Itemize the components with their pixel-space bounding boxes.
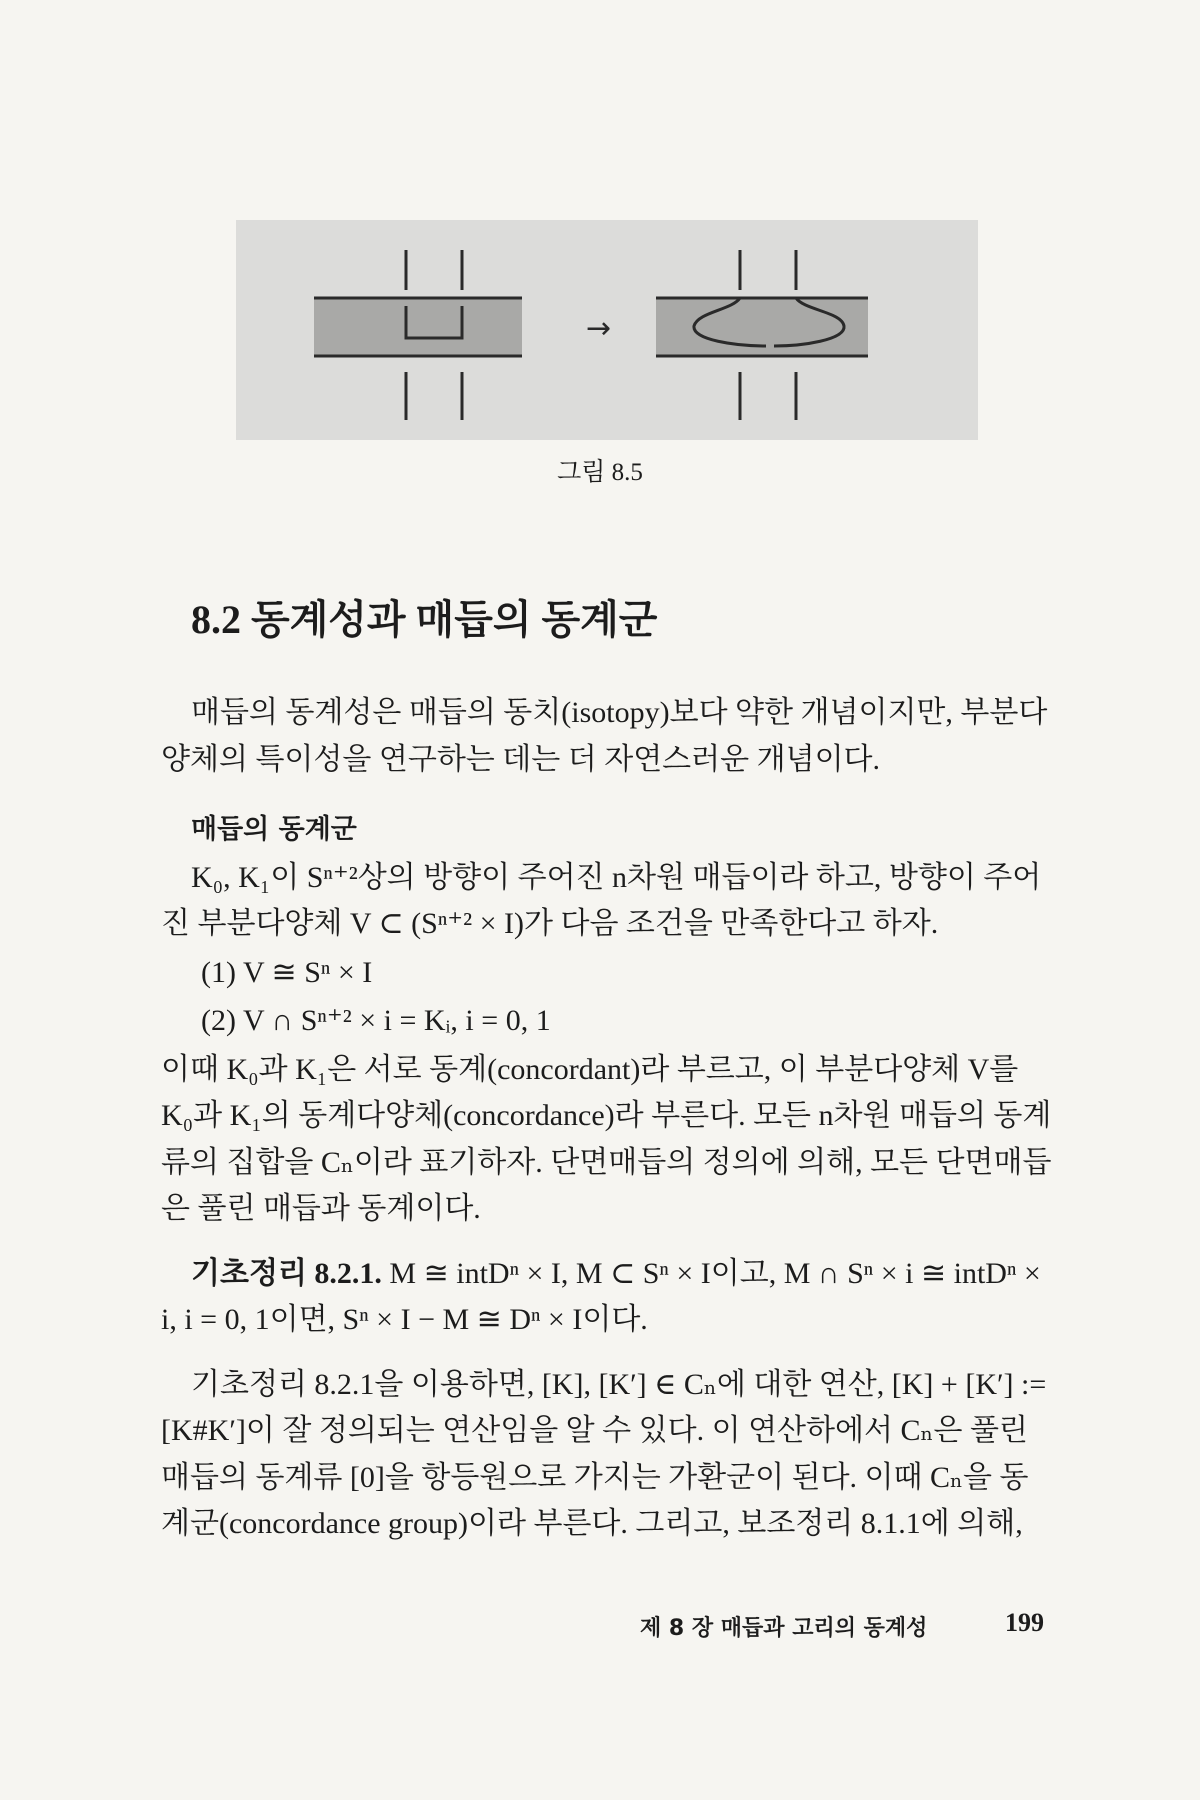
figure-caption: 그림 8.5: [557, 459, 643, 486]
figure-8-5: [236, 220, 978, 440]
concordance-paragraph: 이때 K₀과 K₁은 서로 동계(concordant)라 부르고, 이 부분다양체 V를 K₀과 K₁의 동계다양체(concordance)라 부른다. 모든 n차원 매듭의 동계류의 집합을 Cₙ이라 표기하자. 단면매듭의 정의에 의해, 모든 단면매듭은 풀린 매듭과 동계이다.: [161, 1052, 1052, 1226]
theorem-paragraph: [161, 1251, 1053, 1344]
intro-paragraph: 매듭의 동계성은 매듭의 동치(isotopy)보다 약한 개념이지만, 부분다양체의 특이성을 연구하는 데는 더 자연스러운 개념이다.: [161, 696, 1048, 776]
condition-2: (2) V ∩ Sⁿ⁺² × i = Kᵢ, i = 0, 1: [201, 1004, 551, 1038]
subsection-title: 매듭의 동계군: [191, 814, 357, 845]
section-title: 8.2 동계성과 매듭의 동계군: [191, 597, 658, 642]
transition-arrow: →: [586, 311, 612, 346]
definition-paragraph: K₀, K₁이 Sⁿ⁺²상의 방향이 주어진 n차원 매듭이라 하고, 방향이 주어진 부분다양체 V ⊂ (Sⁿ⁺² × I)가 다음 조건을 만족한다고 하자.: [161, 860, 1042, 941]
theorem-label: 기초정리 8.2.1.: [191, 1256, 382, 1290]
closing-paragraph: 기초정리 8.2.1을 이용하면, [K], [K′] ∈ Cₙ에 대한 연산, [K] + [K′] := [K#K′]이 잘 정의되는 연산임을 알 수 있다. 이 연산하에서 Cₙ은 풀린 매듭의 동계류 [0]을 항등원으로 가지는 가환군이 된다. 이때 Cₙ을 동계군(concordance group)이라 부른다. 그리고, 보조정리 8.1.1에 의해,: [161, 1367, 1047, 1541]
running-footer: 제 8 장 매듭과 고리의 동계성: [640, 1616, 928, 1641]
page-number: 199: [1005, 1608, 1044, 1637]
condition-1: (1) V ≅ Sⁿ × I: [201, 955, 373, 989]
theorem-body: M ≅ intDⁿ × I, M ⊂ Sⁿ × I이고, M ∩ Sⁿ × i ≅ intDⁿ × i, i = 0, 1이면, Sⁿ × I − M ≅ Dⁿ × I이다.: [161, 1256, 1041, 1337]
body-text: [161, 690, 1053, 1548]
